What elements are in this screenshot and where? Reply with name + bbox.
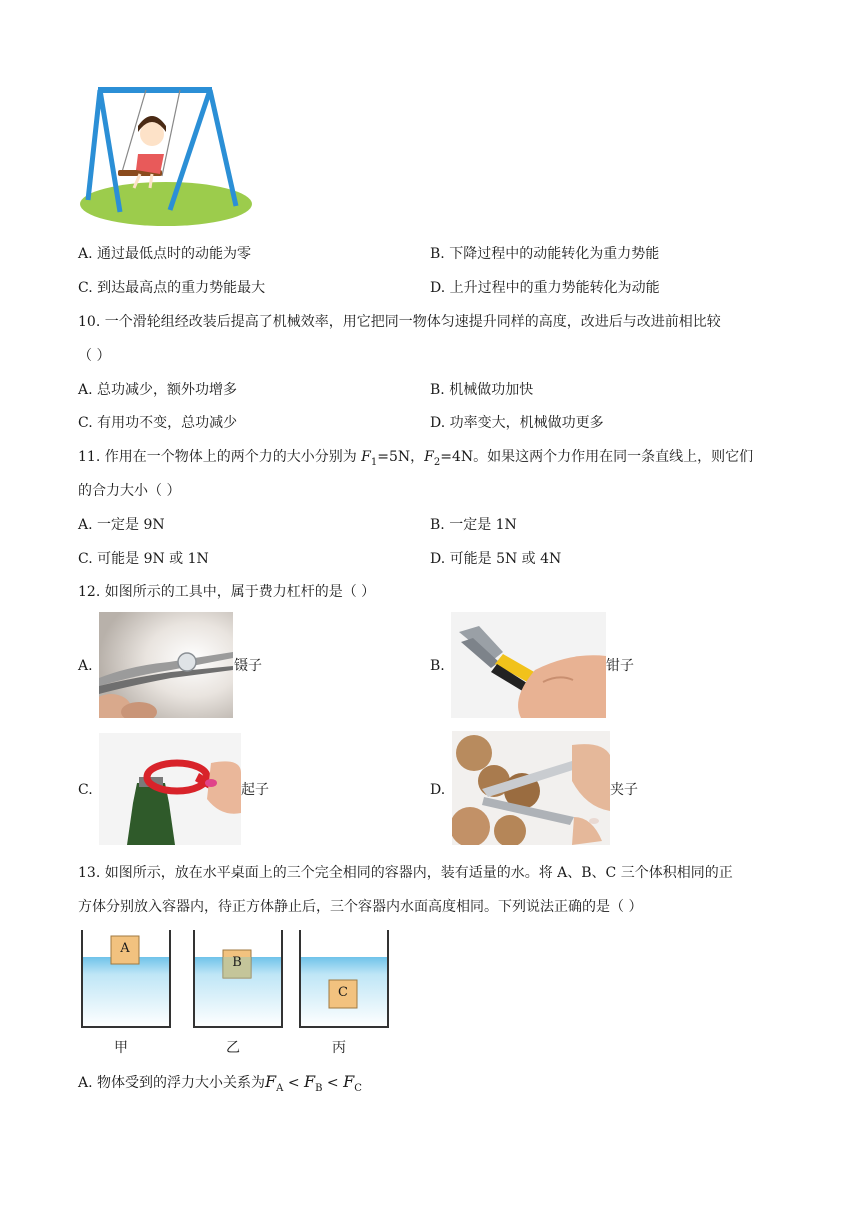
nutcracker-photo [452, 731, 610, 845]
container-caption-bing: 丙 [332, 1040, 346, 1056]
q12-option-d-letter[interactable]: D. [430, 782, 446, 798]
q12-option-b-label: 钳子 [606, 658, 634, 674]
q12-option-c-letter[interactable]: C. [78, 782, 93, 798]
q11-option-d[interactable]: D. 可能是 5N 或 4N [430, 551, 562, 567]
q10-option-d[interactable]: D. 功率变大，机械做功更多 [430, 415, 604, 431]
block-b-label: B [232, 955, 242, 970]
block-a-label: A [120, 941, 130, 956]
q13-option-a[interactable]: A. 物体受到的浮力大小关系为$F_A < F_B < F_C$ [78, 1072, 362, 1094]
q9-option-c[interactable]: C. 到达最高点的重力势能最大 [78, 280, 266, 296]
q12-stem: 12. 如图所示的工具中，属于费力杠杆的是（ ） [78, 584, 376, 600]
q13-stem: 13. 如图所示，放在水平桌面上的三个完全相同的容器内，装有适量的水。将 A、B、C 三个体积相同的正 [78, 865, 733, 881]
swing-illustration [78, 84, 256, 228]
pliers-photo [451, 612, 606, 718]
bottle-opener-photo [99, 733, 241, 845]
q12-option-d-label: 夹子 [610, 782, 638, 798]
container-caption-yi: 乙 [226, 1040, 240, 1056]
q11-stem: 11. 作用在一个物体上的两个力的大小分别为 $F_1=5N$，$F_2=4N$。如果这两个力作用在同一条直线上，则它们 [78, 449, 754, 468]
q9-option-d[interactable]: D. 上升过程中的重力势能转化为动能 [430, 280, 660, 296]
q12-option-a-letter[interactable]: A. [78, 658, 93, 674]
container-bing [300, 930, 388, 1027]
q10-option-c[interactable]: C. 有用功不变，总功减少 [78, 415, 238, 431]
q9-option-b[interactable]: B. 下降过程中的动能转化为重力势能 [430, 246, 660, 262]
q11-option-c[interactable]: C. 可能是 9N 或 1N [78, 551, 209, 567]
q9-option-a[interactable]: A. 通过最低点时的动能为零 [78, 246, 252, 262]
q13-stem-line2: 方体分别放入容器内，待正方体静止后，三个容器内水面高度相同。下列说法正确的是（ ） [78, 899, 643, 915]
q12-option-a-label: 镊子 [234, 658, 262, 674]
q11-stem-line2: 的合力大小（ ） [78, 483, 181, 499]
tweezers-photo [99, 612, 233, 718]
q10-stem: 10. 一个滑轮组经改装后提高了机械效率，用它把同一物体匀速提升同样的高度，改进后与改进前相比较 [78, 314, 721, 330]
q12-option-b-letter[interactable]: B. [430, 658, 445, 674]
q10-option-b[interactable]: B. 机械做功加快 [430, 382, 534, 398]
q12-option-c-label: 起子 [241, 782, 269, 798]
q11-option-b[interactable]: B. 一定是 1N [430, 517, 517, 533]
q10-option-a[interactable]: A. 总功减少，额外功增多 [78, 382, 238, 398]
q10-stem-blank: （ ） [78, 348, 111, 364]
container-caption-jia: 甲 [114, 1040, 128, 1056]
block-c-label: C [338, 985, 348, 1000]
q11-option-a[interactable]: A. 一定是 9N [78, 517, 165, 533]
